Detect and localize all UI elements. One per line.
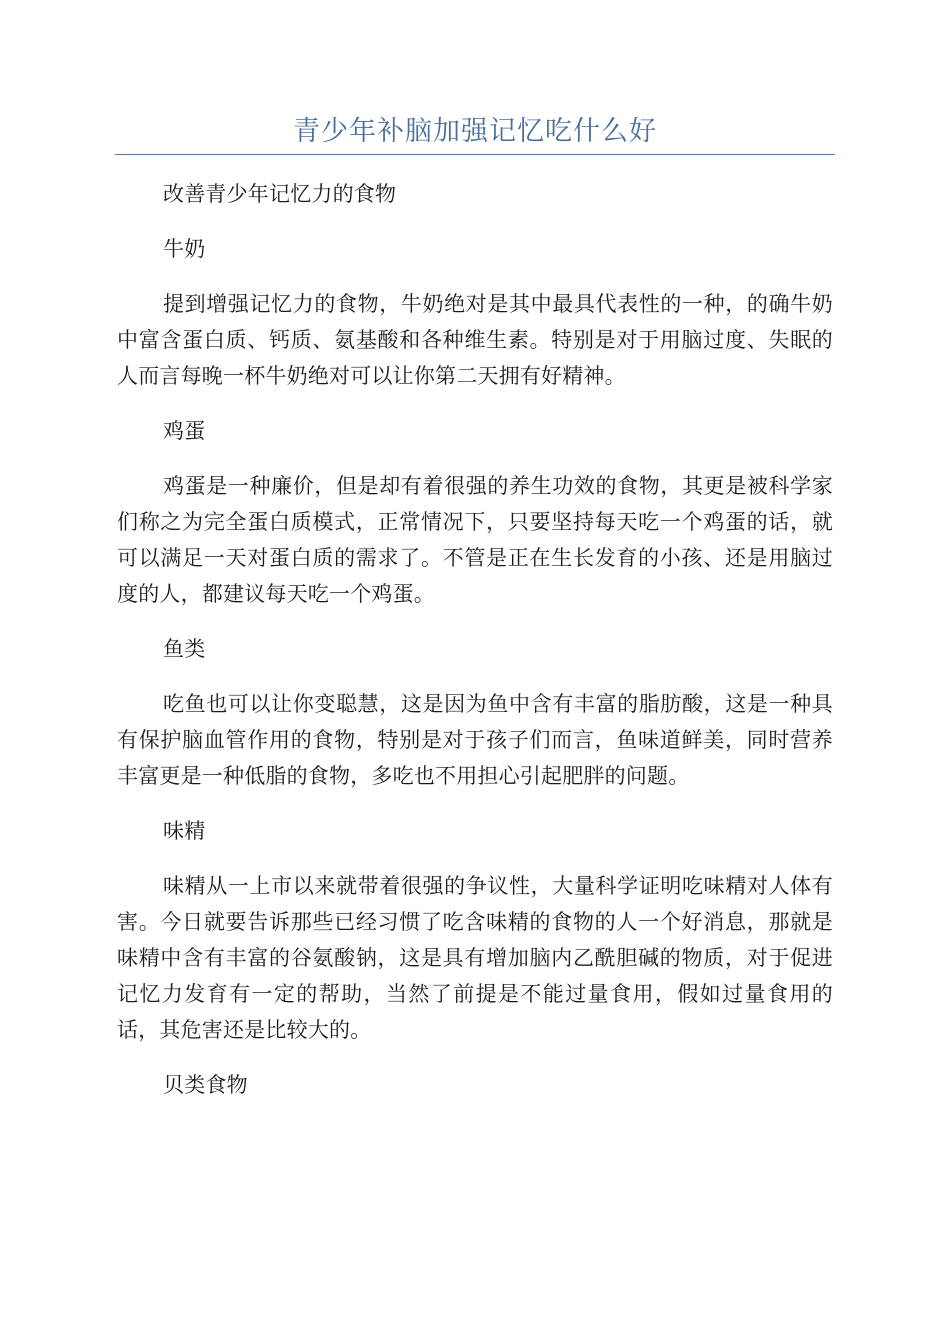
paragraph-fish: 吃鱼也可以让你变聪慧，这是因为鱼中含有丰富的脂肪酸，这是一种具有保护脑血管作用的食物，特别是对于孩子们而言，鱼味道鲜美，同时营养丰富更是一种低脂的食物，多吃也不用担心引起肥胖的问题。	[117, 692, 833, 788]
paragraph-egg: 鸡蛋是一种廉价，但是却有着很强的养生功效的食物，其更是被科学家们称之为完全蛋白质模式，正常情况下，只要坚持每天吃一个鸡蛋的话，就可以满足一天对蛋白质的需求了。不管是正在生长发育的小孩、还是用脑过度的人，都建议每天吃一个鸡蛋。	[117, 474, 833, 606]
paragraph-milk: 提到增强记忆力的食物，牛奶绝对是其中最具代表性的一种，的确牛奶中富含蛋白质、钙质、氨基酸和各种维生素。特别是对于用脑过度、失眠的人而言每晚一杯牛奶绝对可以让你第二天拥有好精神。	[117, 292, 833, 388]
section-heading-shellfish: 贝类食物	[163, 1073, 248, 1097]
paragraph-msg: 味精从一上市以来就带着很强的争议性，大量科学证明吃味精对人体有害。今日就要告诉那些已经习惯了吃含味精的食物的人一个好消息，那就是味精中含有丰富的谷氨酸钠，这是具有增加脑内乙酰胆碱的物质，对于促进记忆力发育有一定的帮助，当然了前提是不能过量食用，假如过量食用的话，其危害还是比较大的。	[117, 874, 833, 1042]
section-heading-memory-foods: 改善青少年记忆力的食物	[163, 182, 397, 206]
section-heading-msg: 味精	[163, 819, 206, 843]
document-title: 青少年补脑加强记忆吃什么好	[293, 116, 657, 147]
document-body	[117, 176, 833, 1122]
section-heading-fish: 鱼类	[163, 637, 206, 661]
section-heading-egg: 鸡蛋	[163, 419, 206, 443]
title-underline	[115, 154, 835, 155]
section-heading-milk: 牛奶	[163, 237, 206, 261]
